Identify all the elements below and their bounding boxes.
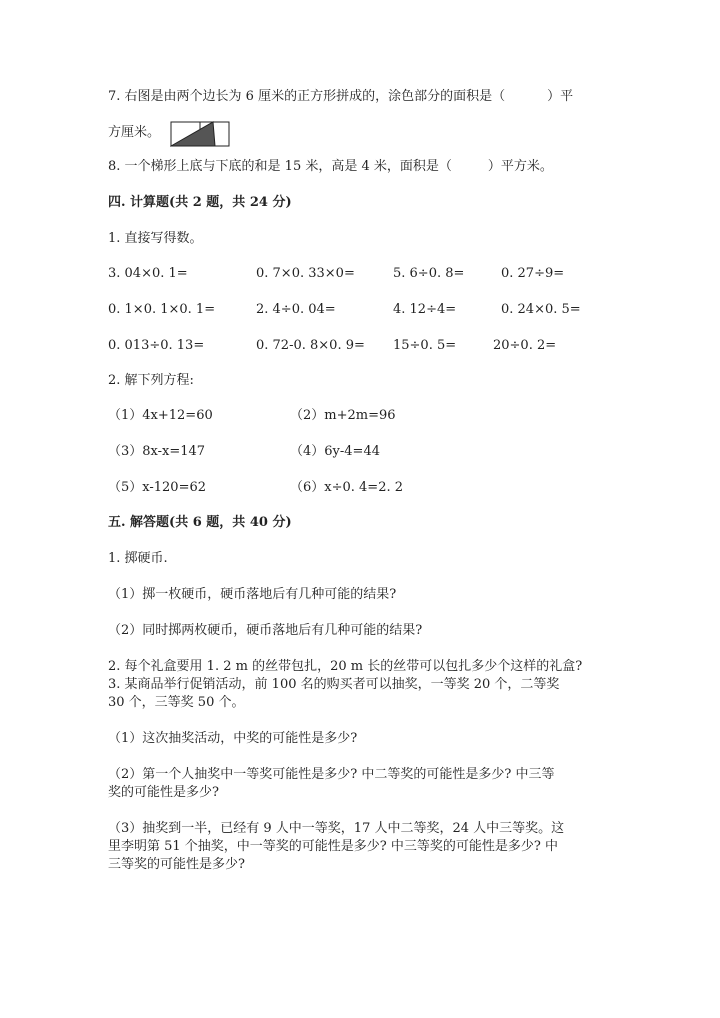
word-question-3-line-1: 3. 某商品举行促销活动，前 100 名的购买者可以抽奖，一等奖 20 个，二等奖 [108, 677, 560, 692]
calc-item: 0. 27÷9= [501, 266, 565, 281]
question-8 [108, 158, 553, 176]
section-4-title: 四. 计算题(共 2 题，共 24 分) [108, 195, 292, 210]
equation-item: （2）m+2m=96 [290, 408, 396, 423]
calc-item: 5. 6÷0. 8= [393, 266, 465, 281]
word-question-1-part-1: （1）掷一枚硬币，硬币落地后有几种可能的结果? [108, 587, 397, 602]
calc-item: 20÷0. 2= [493, 338, 557, 353]
word-question-1-title: 1. 掷硬币. [108, 551, 168, 566]
word-question-3-line-2: 30 个，三等奖 50 个。 [108, 695, 245, 710]
word-question-3-part-2-line-1: （2）第一个人抽奖中一等奖可能性是多少? 中二等奖的可能性是多少? 中三等 [108, 767, 555, 782]
equation-item: （6）x÷0. 4=2. 2 [290, 480, 404, 495]
word-question-3-part-2-line-2: 奖的可能性是多少? [108, 785, 219, 800]
calc-item: 0. 24×0. 5= [501, 302, 581, 317]
word-question-3-part-1: （1）这次抽奖活动，中奖的可能性是多少? [108, 731, 358, 746]
calc-item: 15÷0. 5= [393, 338, 457, 353]
equation-item: （5）x-120=62 [108, 480, 207, 495]
question-7-line-1 [108, 88, 573, 106]
calc-item: 0. 7×0. 33×0= [256, 266, 355, 281]
question-7-text: 7. 右图是由两个边长为 6 厘米的正方形拼成的，涂色部分的面积是（ [108, 89, 506, 104]
equation-item: （3）8x-x=147 [108, 444, 206, 459]
word-question-1-part-2: （2）同时掷两枚硬币，硬币落地后有几种可能的结果? [108, 623, 423, 638]
calc-item: 0. 1×0. 1×0. 1= [108, 302, 216, 317]
two-squares-figure [170, 121, 230, 147]
equation-item: （1）4x+12=60 [108, 408, 213, 423]
word-question-3-part-3-line-1: （3）抽奖到一半，已经有 9 人中一等奖，17 人中二等奖，24 人中三等奖。这 [108, 821, 565, 836]
equation-item: （4）6y-4=44 [290, 444, 380, 459]
word-question-3-part-3-line-3: 三等奖的可能性是多少? [108, 857, 245, 872]
calc-item: 4. 12÷4= [393, 302, 457, 317]
calc-question-1-title: 1. 直接写得数。 [108, 231, 203, 246]
calc-item: 0. 72-0. 8×0. 9= [256, 338, 365, 353]
calc-item: 2. 4÷0. 04= [256, 302, 336, 317]
question-7-line-2: 方厘米。 [108, 125, 161, 140]
word-question-2: 2. 每个礼盒要用 1. 2 m 的丝带包扎，20 m 长的丝带可以包扎多少个这样的礼盒? [108, 659, 583, 674]
word-question-3-part-3-line-2: 里李明第 51 个抽奖，中一等奖的可能性是多少? 中三等奖的可能性是多少? 中 [108, 839, 559, 854]
question-8-text: 8. 一个梯形上底与下底的和是 15 米，高是 4 米，面积是（ [108, 159, 452, 174]
equation-question-title: 2. 解下列方程: [108, 373, 194, 388]
calc-item: 0. 013÷0. 13= [108, 338, 205, 353]
section-5-title: 五. 解答题(共 6 题，共 40 分) [108, 515, 292, 530]
shaded-triangle [171, 122, 215, 146]
question-8-text-end: ）平方米。 [487, 159, 553, 174]
question-7-text-end: ）平 [547, 89, 574, 104]
calc-item: 3. 04×0. 1= [108, 266, 188, 281]
